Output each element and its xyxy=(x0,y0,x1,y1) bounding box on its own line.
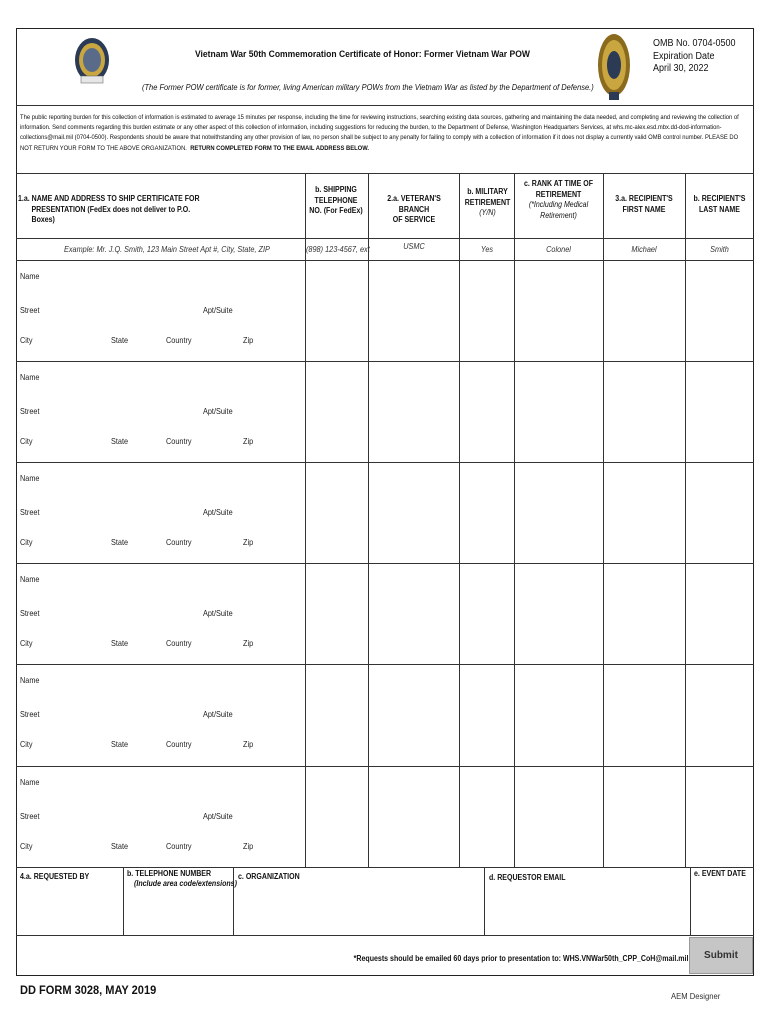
name-input[interactable] xyxy=(52,266,302,284)
city-label: City xyxy=(20,840,33,851)
city-input[interactable] xyxy=(38,836,108,854)
rank-field[interactable] xyxy=(515,767,603,866)
street-label: Street xyxy=(20,608,40,619)
omb-number: OMB No. 0704-0500 xyxy=(653,38,736,49)
col-header-retirement: b. MILITARY RETIREMENT (Y/N) xyxy=(464,187,511,217)
apt-suite-label: Apt/Suite xyxy=(203,709,233,720)
street-label: Street xyxy=(20,810,40,821)
city-label: City xyxy=(20,436,33,447)
shipping-phone-field[interactable] xyxy=(306,463,368,562)
name-label: Name xyxy=(20,574,40,585)
requested-by-field[interactable] xyxy=(20,882,120,932)
name-input[interactable] xyxy=(52,367,302,385)
state-label: State xyxy=(111,335,129,345)
state-input[interactable] xyxy=(134,734,164,752)
first-name-field[interactable] xyxy=(604,767,685,866)
city-input[interactable] xyxy=(38,532,108,550)
rank-field[interactable] xyxy=(515,665,603,764)
form-subtitle: (The Former POW certificate is for former, living American military POWs from the Vietnam War as listed by the Department of Defense.) xyxy=(142,82,594,92)
shipping-phone-field[interactable] xyxy=(306,564,368,663)
requested-by-label: 4.a. REQUESTED BY xyxy=(20,872,90,881)
shipping-phone-field[interactable] xyxy=(306,665,368,764)
shipping-phone-field[interactable] xyxy=(306,767,368,866)
requestor-email-label: d. REQUESTOR EMAIL xyxy=(489,873,566,882)
state-input[interactable] xyxy=(134,633,164,651)
apt-suite-input[interactable] xyxy=(238,401,304,419)
apt-suite-label: Apt/Suite xyxy=(203,608,233,619)
apt-suite-input[interactable] xyxy=(238,603,304,621)
zip-label: Zip xyxy=(243,537,254,548)
street-label: Street xyxy=(20,406,40,417)
rank-field[interactable] xyxy=(515,463,603,562)
country-label: Country xyxy=(166,537,192,548)
name-input[interactable] xyxy=(52,670,302,688)
example-address: Example: Mr. J.Q. Smith, 123 Main Street Apt #, City, State, ZIP xyxy=(64,244,270,254)
city-label: City xyxy=(20,638,33,649)
retirement-field[interactable] xyxy=(460,463,514,562)
retirement-field[interactable] xyxy=(460,564,514,663)
col-header-address: 1.a. NAME AND ADDRESS TO SHIP CERTIFICATE FOR PRESENTATION (FedEx does not deliver to P.O. Boxes) xyxy=(18,194,200,224)
apt-suite-label: Apt/Suite xyxy=(203,406,233,417)
name-input[interactable] xyxy=(52,569,302,587)
last-name-field[interactable] xyxy=(686,564,754,663)
example-branch: USMC xyxy=(403,241,425,251)
submit-note-wrap xyxy=(16,948,688,966)
state-label: State xyxy=(111,638,129,649)
country-label: Country xyxy=(166,335,192,345)
rank-field[interactable] xyxy=(515,564,603,663)
retirement-field[interactable] xyxy=(460,665,514,764)
city-input[interactable] xyxy=(38,330,108,348)
city-input[interactable] xyxy=(38,431,108,449)
example-last-name: Smith xyxy=(710,244,729,254)
zip-label: Zip xyxy=(243,739,254,750)
first-name-field[interactable] xyxy=(604,665,685,764)
vietnam-war-commemoration-seal-logo xyxy=(597,32,631,102)
first-name-field[interactable] xyxy=(604,362,685,461)
state-input[interactable] xyxy=(134,532,164,550)
rank-field[interactable] xyxy=(515,261,603,360)
organization-field[interactable] xyxy=(236,882,481,932)
retirement-field[interactable] xyxy=(460,362,514,461)
state-label: State xyxy=(111,436,129,447)
state-input[interactable] xyxy=(134,431,164,449)
zip-label: Zip xyxy=(243,638,254,649)
burden-statement: The public reporting burden for this collection of information is estimated to average 15 minutes per response, including the time for reviewing instructions, searching existing data sources, gathering and maintaining the data needed, and completing and reviewing the collection of information. Send comments regarding this burden estimate or any other aspect of this collection of information, including suggestions for reducing the burden, to the Department of Defense, Washington Headquarters Services, at whs.mc-alex.esd.mbx.dd-dod-information- collections@mail.mil (0704-0500). Respondents should be aware that notwithstanding any other provision of law, no person shall be subject to any penalty for failing to comply with a collection of information if it does not display a currently valid OMB control number. PLEASE DO NOT RETURN YOUR FORM TO THE ABOVE ORGANIZATION. RETURN COMPLETED FORM TO THE EMAIL ADDRESS BELOW. xyxy=(20,114,739,152)
example-first-name: Michael xyxy=(631,244,657,254)
apt-suite-input[interactable] xyxy=(238,300,304,318)
country-input[interactable] xyxy=(196,633,240,651)
zip-input[interactable] xyxy=(258,836,304,854)
zip-input[interactable] xyxy=(258,330,304,348)
branch-field[interactable] xyxy=(369,665,459,764)
branch-field[interactable] xyxy=(369,261,459,360)
dod-seal-logo xyxy=(73,36,111,86)
last-name-field[interactable] xyxy=(686,463,754,562)
first-name-field[interactable] xyxy=(604,564,685,663)
state-label: State xyxy=(111,537,129,548)
state-label: State xyxy=(111,840,129,851)
last-name-field[interactable] xyxy=(686,261,754,360)
country-label: Country xyxy=(166,840,192,851)
event-date-field[interactable] xyxy=(693,882,751,932)
expiration-label: Expiration Date xyxy=(653,50,715,62)
zip-input[interactable] xyxy=(258,633,304,651)
form-title: Vietnam War 50th Commemoration Certificate of Honor: Former Vietnam War POW xyxy=(195,49,530,60)
street-label: Street xyxy=(20,709,40,720)
submit-button[interactable]: Submit xyxy=(689,937,753,974)
shipping-phone-field[interactable] xyxy=(306,362,368,461)
col-header-branch: 2.a. VETERAN'S BRANCH OF SERVICE xyxy=(387,194,441,224)
zip-label: Zip xyxy=(243,335,254,345)
apt-suite-input[interactable] xyxy=(238,806,304,824)
requester-telephone-label: b. TELEPHONE NUMBER (Include area code/extensions) xyxy=(127,869,237,888)
city-input[interactable] xyxy=(38,633,108,651)
street-input[interactable] xyxy=(54,300,202,318)
apt-suite-label: Apt/Suite xyxy=(203,305,233,315)
omb-block xyxy=(653,38,736,76)
street-label: Street xyxy=(20,507,40,518)
example-phone: (898) 123-4567, ext xyxy=(306,244,370,254)
street-input[interactable] xyxy=(54,401,202,419)
street-input[interactable] xyxy=(54,704,202,722)
branch-field[interactable] xyxy=(369,564,459,663)
rank-field[interactable] xyxy=(515,362,603,461)
event-date-label: e. EVENT DATE xyxy=(694,869,746,878)
apt-suite-input[interactable] xyxy=(238,502,304,520)
last-name-field[interactable] xyxy=(686,362,754,461)
city-input[interactable] xyxy=(38,734,108,752)
form-id: DD FORM 3028, MAY 2019 xyxy=(20,983,157,997)
country-input[interactable] xyxy=(196,532,240,550)
city-label: City xyxy=(20,335,33,345)
col-header-first-name: 3.a. RECIPIENT'S FIRST NAME xyxy=(615,194,673,214)
name-label: Name xyxy=(20,473,40,484)
zip-input[interactable] xyxy=(258,734,304,752)
name-input[interactable] xyxy=(52,468,302,486)
requestor-email-field[interactable] xyxy=(487,884,687,932)
country-input[interactable] xyxy=(196,330,240,348)
country-input[interactable] xyxy=(196,836,240,854)
first-name-field[interactable] xyxy=(604,261,685,360)
last-name-field[interactable] xyxy=(686,767,754,866)
last-name-field[interactable] xyxy=(686,665,754,764)
street-input[interactable] xyxy=(54,603,202,621)
retirement-field[interactable] xyxy=(460,767,514,866)
zip-label: Zip xyxy=(243,840,254,851)
street-input[interactable] xyxy=(54,806,202,824)
first-name-field[interactable] xyxy=(604,463,685,562)
state-input[interactable] xyxy=(134,330,164,348)
submit-note: *Requests should be emailed 60 days prior to presentation to: WHS.VNWar50th_CPP_CoH@mail.mil xyxy=(353,954,688,963)
col-header-phone: b. SHIPPING TELEPHONE NO. (For FedEx) xyxy=(309,185,363,215)
country-input[interactable] xyxy=(196,431,240,449)
name-label: Name xyxy=(20,776,40,787)
branch-field[interactable] xyxy=(369,463,459,562)
name-label: Name xyxy=(20,675,40,686)
example-rank: Colonel xyxy=(546,244,571,254)
zip-input[interactable] xyxy=(258,431,304,449)
city-label: City xyxy=(20,739,33,750)
state-input[interactable] xyxy=(134,836,164,854)
name-label: Name xyxy=(20,271,40,281)
branch-field[interactable] xyxy=(369,767,459,866)
city-label: City xyxy=(20,537,33,548)
branch-field[interactable] xyxy=(369,362,459,461)
shipping-phone-field[interactable] xyxy=(306,261,368,360)
requester-telephone-field[interactable] xyxy=(126,898,230,932)
name-input[interactable] xyxy=(52,772,302,790)
country-label: Country xyxy=(166,436,192,447)
country-label: Country xyxy=(166,638,192,649)
street-input[interactable] xyxy=(54,502,202,520)
zip-label: Zip xyxy=(243,436,254,447)
retirement-field[interactable] xyxy=(460,261,514,360)
col-header-rank: c. RANK AT TIME OF RETIREMENT (*Including Medical Retirement) xyxy=(523,179,593,220)
apt-suite-input[interactable] xyxy=(238,704,304,722)
organization-label: c. ORGANIZATION xyxy=(238,872,300,881)
expiration-date: April 30, 2022 xyxy=(653,63,709,74)
apt-suite-label: Apt/Suite xyxy=(203,507,233,518)
apt-suite-label: Apt/Suite xyxy=(203,810,233,821)
col-header-last-name: b. RECIPIENT'S LAST NAME xyxy=(693,194,746,214)
aem-designer-label: AEM Designer xyxy=(671,991,721,1001)
country-label: Country xyxy=(166,739,192,750)
country-input[interactable] xyxy=(196,734,240,752)
zip-input[interactable] xyxy=(258,532,304,550)
name-label: Name xyxy=(20,372,40,383)
example-retirement: Yes xyxy=(480,244,494,254)
street-label: Street xyxy=(20,305,40,315)
state-label: State xyxy=(111,739,129,750)
